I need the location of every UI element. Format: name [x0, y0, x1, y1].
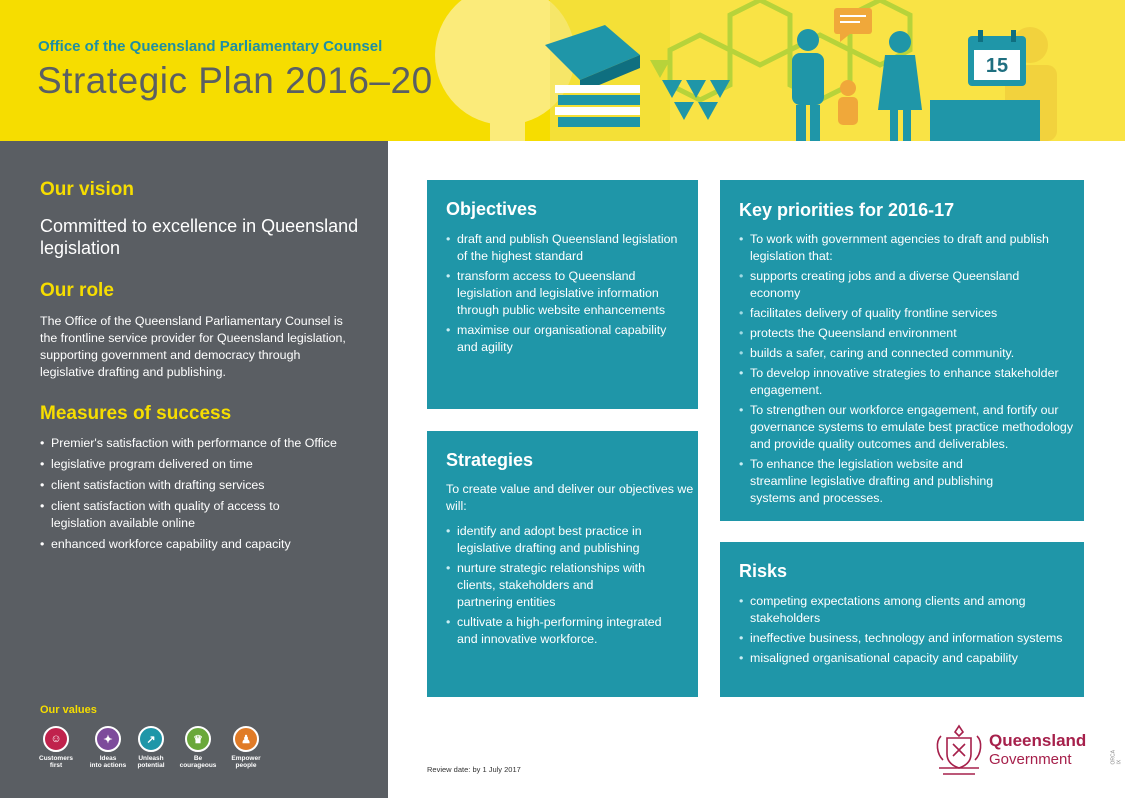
- strategies-box: [427, 431, 698, 697]
- org-name: Office of the Queensland Parliamentary Counsel: [38, 38, 383, 55]
- list-item: • identify and adopt best practice in legislative drafting and publishing: [446, 523, 681, 557]
- list-item: • builds a safer, caring and connected community.: [739, 345, 1074, 362]
- value-be-courageous: ♛ Be courageous: [178, 726, 218, 769]
- list-item: • client satisfaction with drafting services: [40, 477, 370, 494]
- brand-sub: Government: [989, 751, 1072, 768]
- priorities-box: [720, 180, 1084, 521]
- list-item: • facilitates delivery of quality frontline services: [739, 305, 1074, 322]
- list-item: • ineffective business, technology and information systems: [739, 630, 1074, 647]
- risks-box: [720, 542, 1084, 697]
- list-item: • draft and publish Queensland legislation of the highest standard: [446, 231, 686, 265]
- list-item: • To strengthen our workforce engagement, and fortify our governance systems to emulate best practice methodology and provide quality outcomes and deliverables.: [739, 402, 1074, 453]
- risks-list: [739, 593, 1074, 670]
- customers-icon: ☺: [43, 726, 69, 752]
- people-icon: ♟: [233, 726, 259, 752]
- desk-shape: [930, 100, 1040, 141]
- strategies-list: [446, 523, 681, 651]
- strategies-intro: To create value and deliver our objectives we will:: [446, 482, 694, 513]
- list-item: • supports creating jobs and a diverse Queensland economy: [739, 268, 1039, 302]
- vision-heading: Our vision: [40, 179, 134, 200]
- strategies-heading: Strategies: [446, 450, 534, 470]
- list-item: • maximise our organisational capability and agility: [446, 322, 686, 356]
- list-item: • transform access to Queensland legislation and legislative information through public website enhancements: [446, 268, 686, 319]
- header-banner: [0, 0, 1125, 141]
- priorities-heading: Key priorities for 2016-17: [739, 200, 955, 220]
- sidebar-panel: [0, 141, 388, 798]
- list-item: • To work with government agencies to draft and publish legislation that:: [739, 231, 1059, 265]
- objectives-heading: Objectives: [446, 199, 538, 219]
- list-item: • misaligned organisational capacity and capability: [739, 650, 1074, 667]
- list-item: • cultivate a high-performing integrated and innovative workforce.: [446, 614, 681, 648]
- list-item: • To enhance the legislation website and streamline legislative drafting and publishing systems and processes.: [739, 456, 1009, 507]
- priorities-list: [739, 231, 1074, 510]
- page-title: Strategic Plan 2016–20: [37, 60, 433, 101]
- calendar-day: 15: [985, 55, 1009, 77]
- lightbulb-icon: ✦: [95, 726, 121, 752]
- chart-icon: ↗: [138, 726, 164, 752]
- brand-name: Queensland: [989, 731, 1087, 750]
- value-customers-first: ☺ Customers first: [36, 726, 76, 769]
- queensland-crest-icon: [933, 722, 985, 778]
- review-date: Review date: by 1 July 2017: [427, 765, 521, 774]
- list-item: • nurture strategic relationships with clients, stakeholders and partnering entities: [446, 560, 646, 611]
- list-item: • competing expectations among clients and among stakeholders: [739, 593, 1039, 627]
- objectives-list: [446, 231, 686, 359]
- header-illustration: [430, 0, 1125, 141]
- list-item: • client satisfaction with quality of access to legislation available online: [40, 498, 300, 532]
- value-ideas-into-actions: ✦ Ideas into actions: [88, 726, 128, 769]
- objectives-box: [427, 180, 698, 409]
- value-empower-people: ♟ Empower people: [226, 726, 266, 769]
- list-item: • legislative program delivered on time: [40, 456, 370, 473]
- list-item: • protects the Queensland environment: [739, 325, 1074, 342]
- risks-heading: Risks: [739, 561, 788, 581]
- measures-heading: Measures of success: [40, 403, 232, 424]
- vision-text: Committed to excellence in Queensland legislation: [40, 216, 359, 258]
- doc-code: ORCA IX: [1110, 750, 1123, 765]
- list-item: • To develop innovative strategies to enhance stakeholder engagement.: [739, 365, 1074, 399]
- trophy-icon: ♛: [185, 726, 211, 752]
- measures-list: [40, 435, 370, 557]
- values-heading: Our values: [40, 704, 97, 716]
- list-item: • Premier's satisfaction with performance of the Office: [40, 435, 370, 452]
- value-unleash-potential: ↗ Unleash potential: [131, 726, 171, 769]
- list-item: • enhanced workforce capability and capacity: [40, 536, 370, 553]
- role-heading: Our role: [40, 280, 114, 301]
- role-text: The Office of the Queensland Parliamentary Counsel is the frontline service provider for Queensland legislation, supporting government and democracy through legislative drafting and publishing.: [40, 314, 346, 379]
